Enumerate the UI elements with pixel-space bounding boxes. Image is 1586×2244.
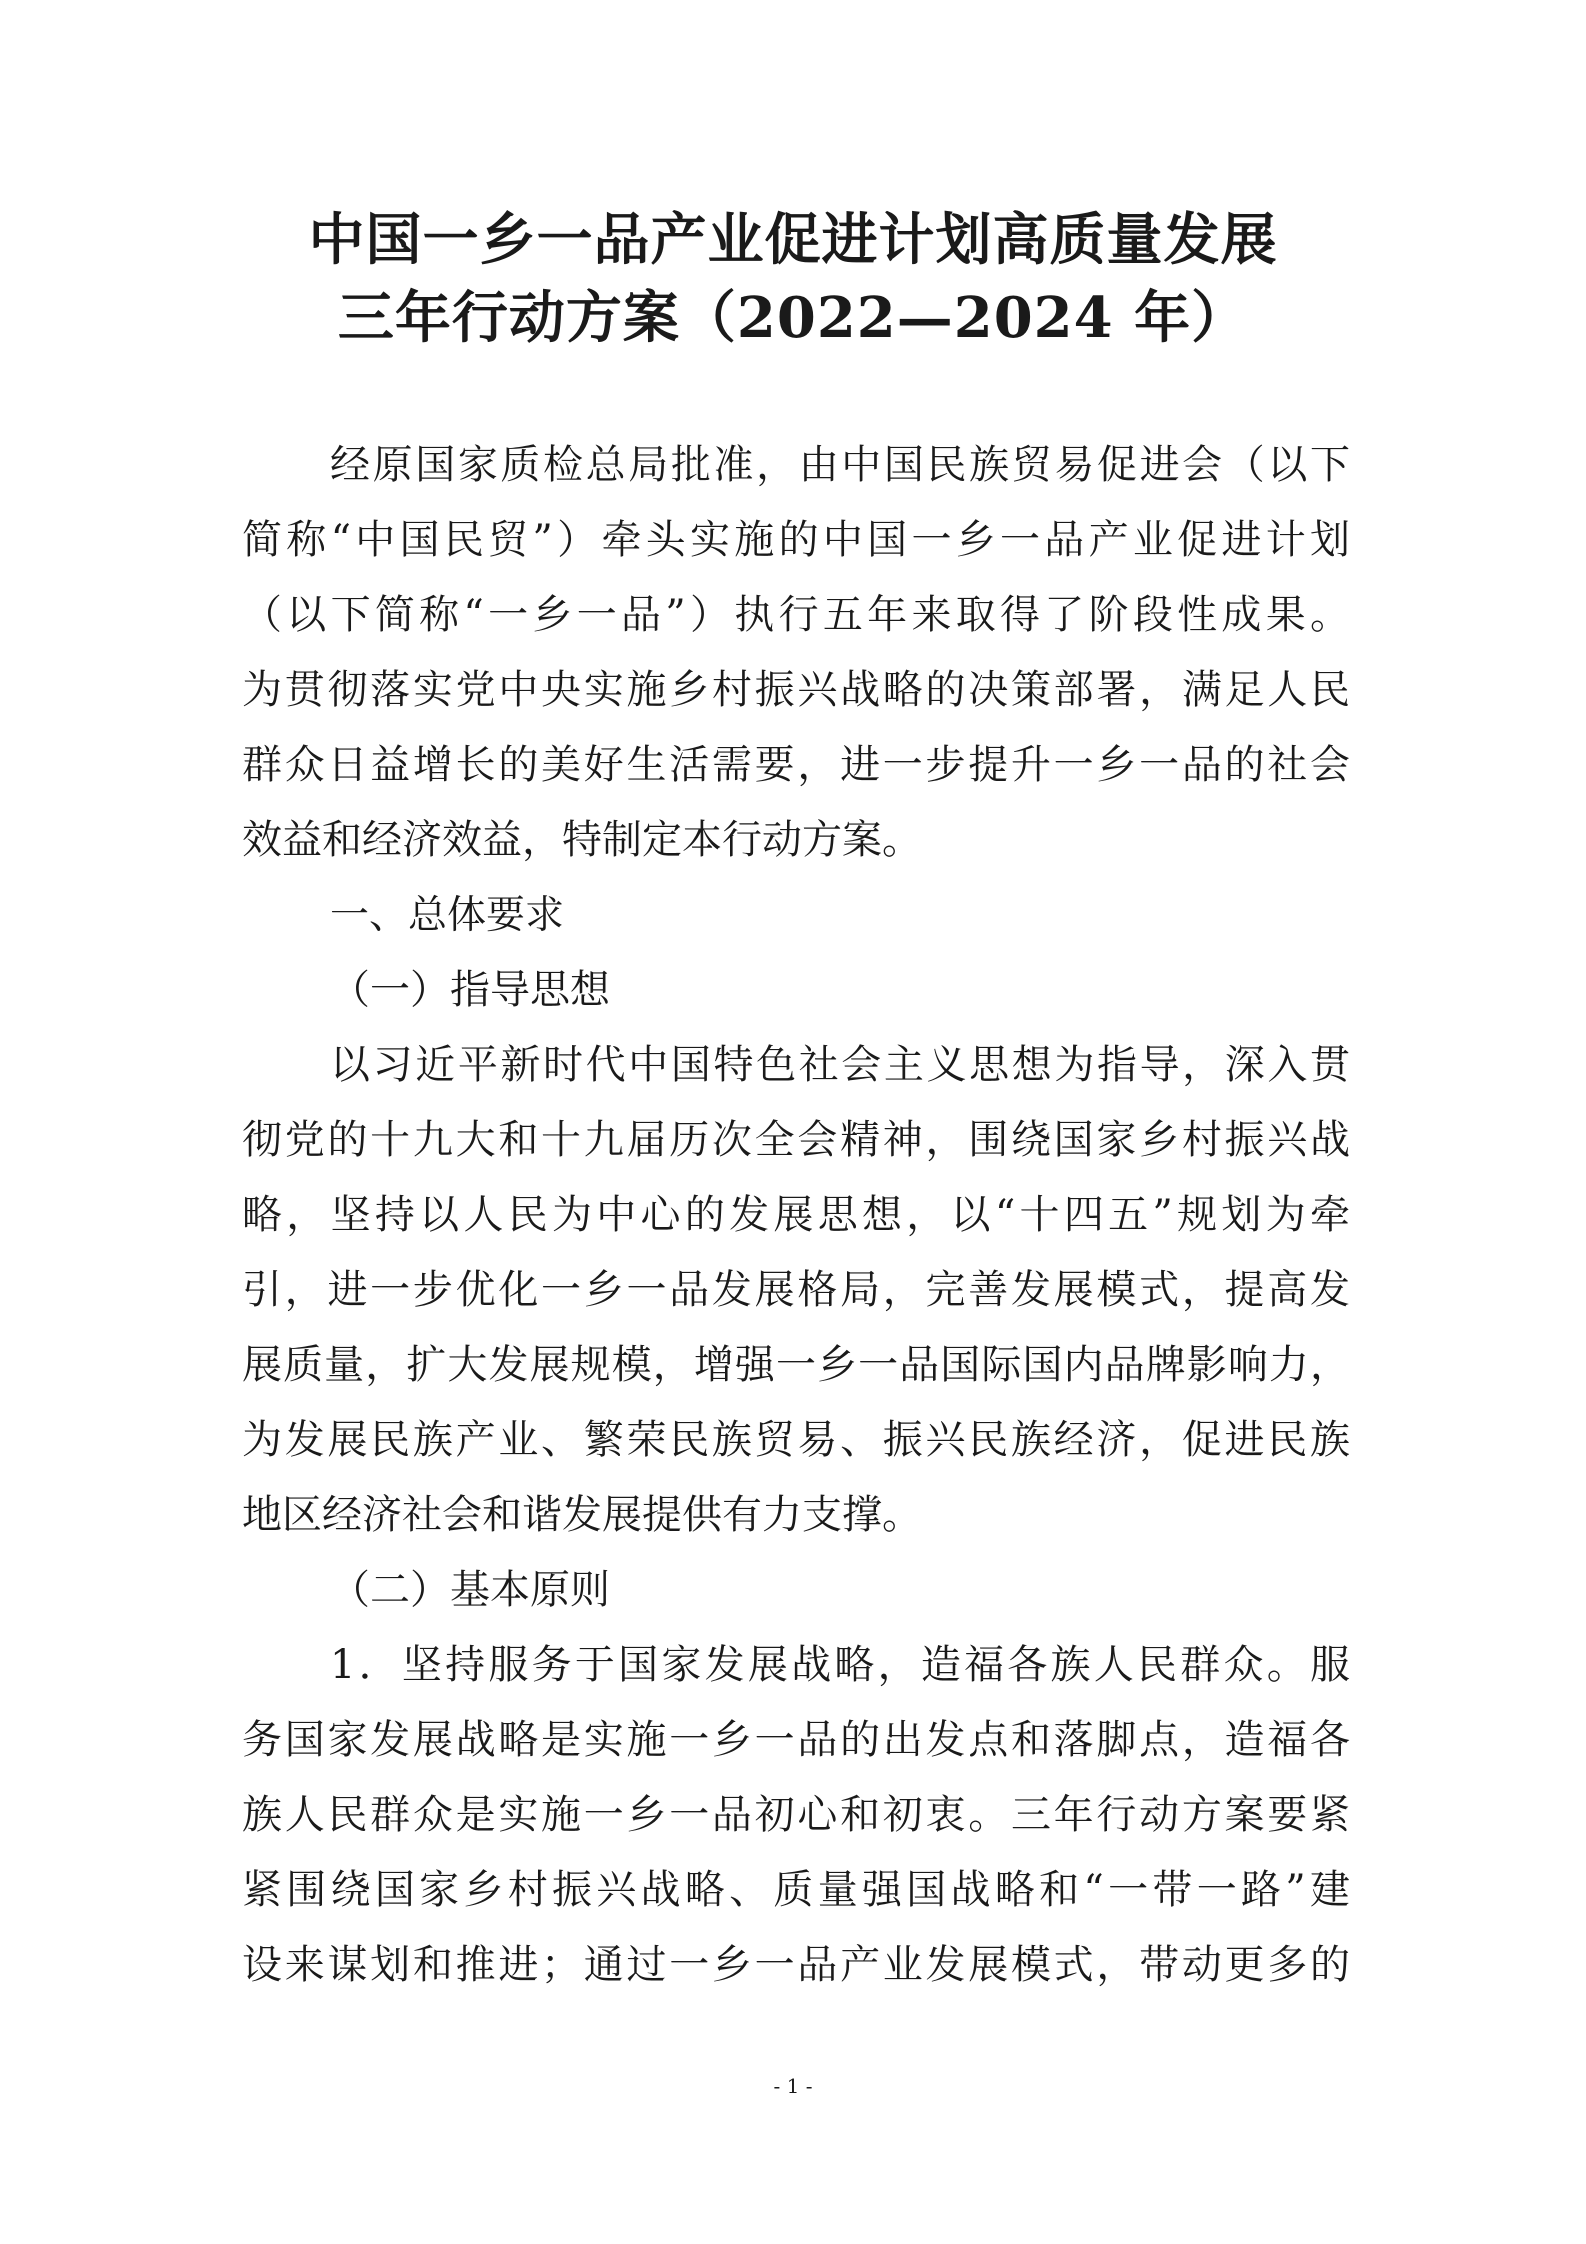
guiding-line: 地区经济社会和谐发展提供有力支撑。 <box>242 1492 922 1538</box>
document-title-line-2: 三年行动方案（2022—2024 年） <box>337 285 1249 351</box>
intro-line: 群众日益增长的美好生活需要，进一步提升一乡一品的社会 <box>242 742 1350 788</box>
subsection-heading: （二）基本原则 <box>330 1567 610 1613</box>
intro-line: 简称“中国民贸”）牵头实施的中国一乡一品产业促进计划 <box>242 517 1350 563</box>
intro-line: （以下简称“一乡一品”）执行五年来取得了阶段性成果。 <box>242 592 1350 638</box>
guiding-line: 展质量，扩大发展规模，增强一乡一品国际国内品牌影响力， <box>242 1342 1350 1388</box>
section-heading: 一、总体要求 <box>330 893 565 938</box>
principle-line: 务国家发展战略是实施一乡一品的出发点和落脚点，造福各 <box>242 1717 1350 1763</box>
intro-line: 为贯彻落实党中央实施乡村振兴战略的决策部署，满足人民 <box>242 667 1350 713</box>
principle-line: 设来谋划和推进；通过一乡一品产业发展模式，带动更多的 <box>242 1942 1350 1988</box>
guiding-line: 略，坚持以人民为中心的发展思想，以“十四五”规划为牵 <box>242 1192 1350 1238</box>
document-body <box>242 428 1350 2003</box>
subsection-heading: （一）指导思想 <box>330 967 610 1013</box>
principle-line: 紧围绕国家乡村振兴战略、质量强国战略和“一带一路”建 <box>242 1867 1350 1913</box>
intro-line: 效益和经济效益，特制定本行动方案。 <box>242 817 922 863</box>
guiding-line: 为发展民族产业、繁荣民族贸易、振兴民族经济，促进民族 <box>242 1417 1350 1463</box>
intro-line: 经原国家质检总局批准，由中国民族贸易促进会（以下 <box>330 442 1350 488</box>
guiding-line: 彻党的十九大和十九届历次全会精神，围绕国家乡村振兴战 <box>242 1117 1350 1163</box>
guiding-line: 以习近平新时代中国特色社会主义思想为指导，深入贯 <box>330 1042 1350 1088</box>
document-title-line-1: 中国一乡一品产业促进计划高质量发展 <box>308 207 1278 273</box>
principle-line: 族人民群众是实施一乡一品初心和初衷。三年行动方案要紧 <box>242 1792 1350 1838</box>
guiding-line: 引，进一步优化一乡一品发展格局，完善发展模式，提高发 <box>242 1267 1350 1313</box>
page-number: - 1 - <box>773 2074 813 2098</box>
principle-line: 1．坚持服务于国家发展战略，造福各族人民群众。服 <box>330 1642 1350 1688</box>
